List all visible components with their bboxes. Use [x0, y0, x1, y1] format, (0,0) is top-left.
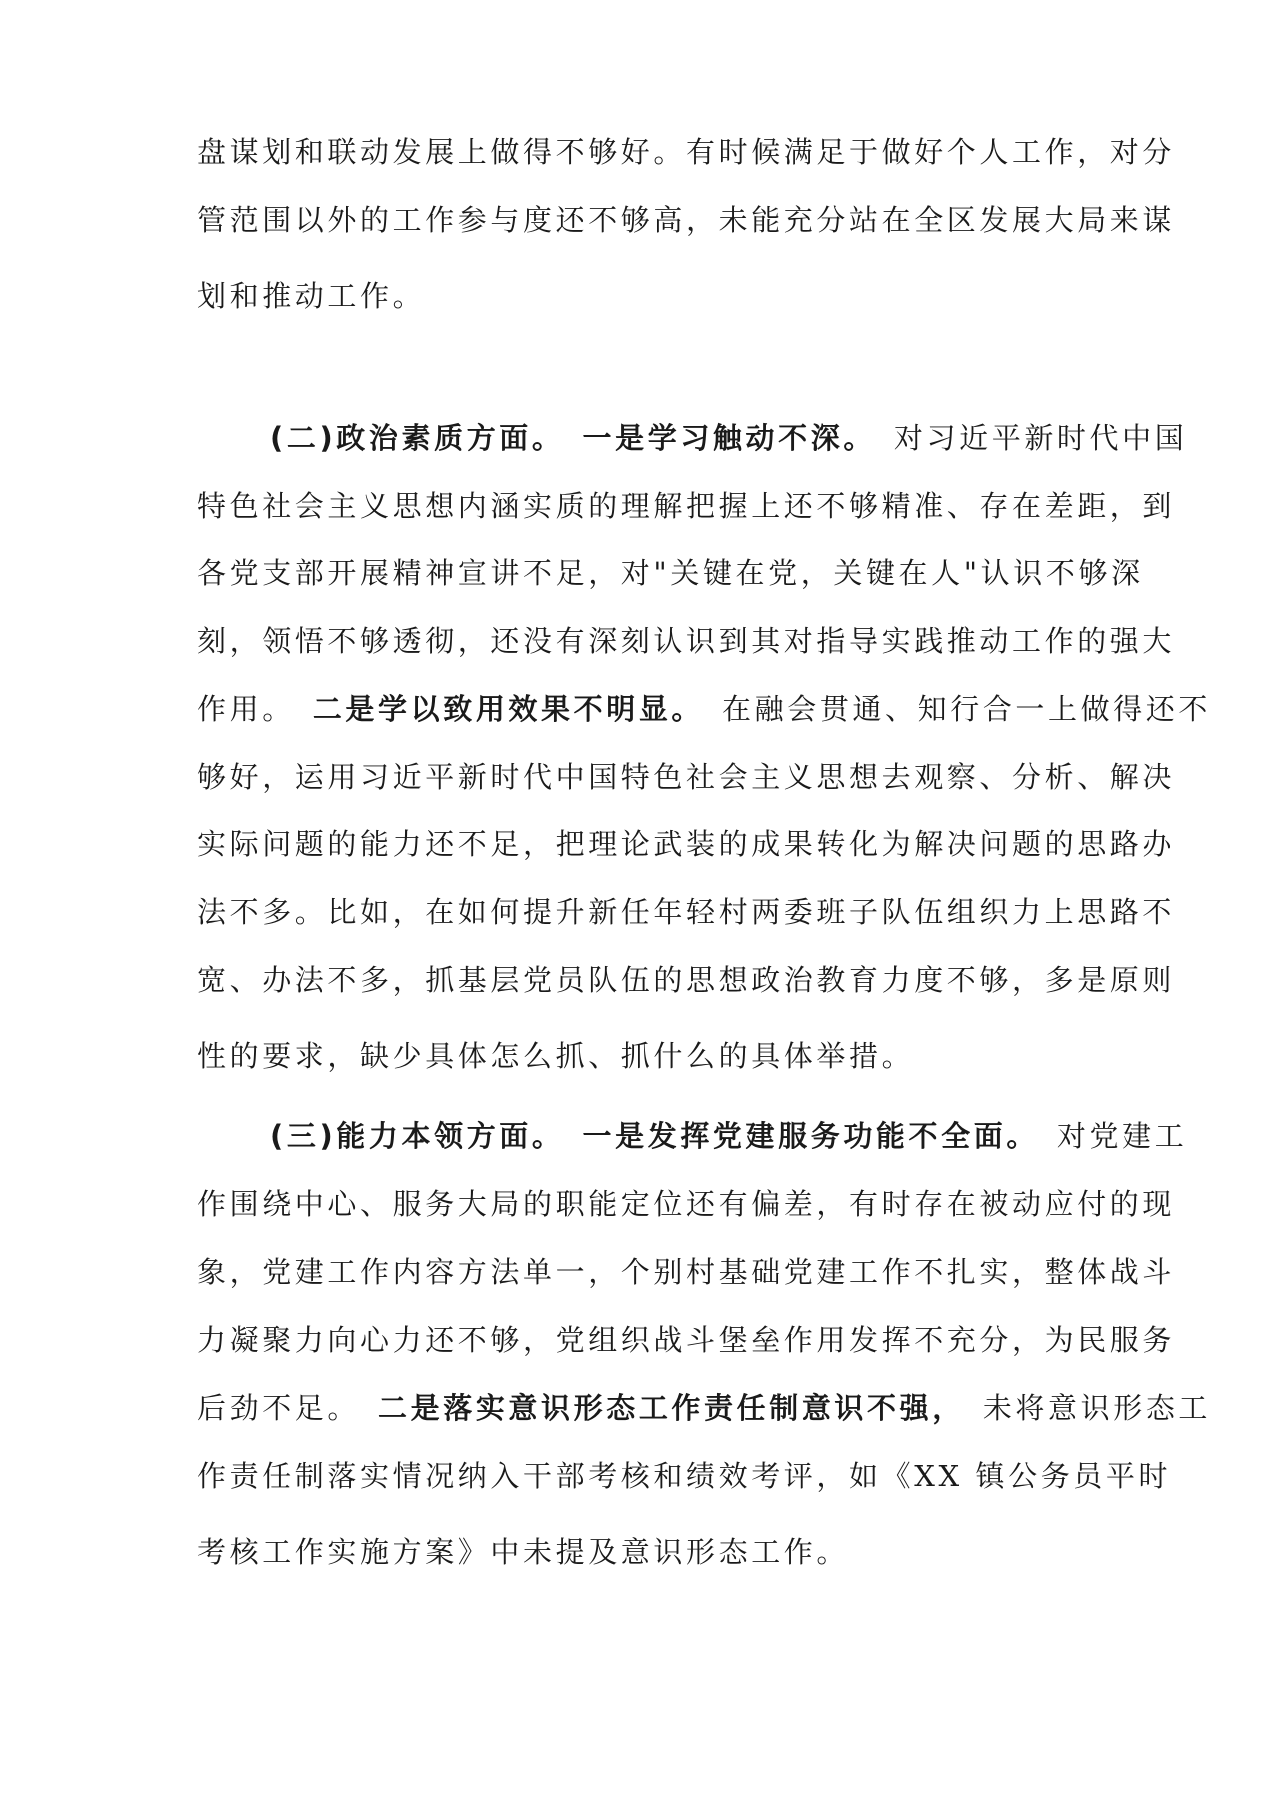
para3-line1 [270, 1116, 1188, 1156]
point-title-study: 一是学习触动不深。 [582, 421, 876, 455]
para3-line1-text: 对党建工 [1056, 1119, 1188, 1153]
para2-line1 [270, 418, 1188, 458]
para3-line2: 作围绕中心、服务大局的职能定位还有偏差，有时存在被动应付的现 [197, 1187, 1176, 1221]
para3-line6: 作责任制落实情况纳入干部考核和绩效考评，如《XX 镇公务员平时 [197, 1459, 1172, 1493]
para3-line3: 象，党建工作内容方法单一，个别村基础党建工作不扎实，整体战斗 [197, 1255, 1176, 1289]
point-title-ideology: 二是落实意识形态工作责任制意识不强， [378, 1391, 965, 1425]
para2-line6: 够好，运用习近平新时代中国特色社会主义思想去观察、分析、解决 [197, 760, 1176, 794]
para1-line3: 划和推动工作。 [197, 279, 426, 313]
para3-line5-pre: 后劲不足。 [197, 1391, 361, 1425]
para2-line2: 特色社会主义思想内涵实质的理解把握上还不够精准、存在差距，到 [197, 489, 1176, 523]
para3-line4: 力凝聚力向心力还不够，党组织战斗堡垒作用发挥不充分，为民服务 [197, 1323, 1176, 1357]
section-heading-political: (二)政治素质方面。 [270, 421, 565, 455]
para3-line5 [197, 1388, 1212, 1428]
para2-line10: 性的要求，缺少具体怎么抓、抓什么的具体举措。 [197, 1039, 915, 1073]
section-heading-ability: (三)能力本领方面。 [270, 1119, 565, 1153]
para2-line5 [197, 689, 1212, 729]
para3-line7: 考核工作实施方案》中未提及意识形态工作。 [197, 1535, 850, 1569]
para2-line5-pre: 作用。 [197, 692, 295, 726]
para3-line5-text: 未将意识形态工 [982, 1391, 1212, 1425]
para2-line1-text: 对习近平新时代中国 [893, 421, 1188, 455]
para2-line9: 宽、办法不多，抓基层党员队伍的思想政治教育力度不够，多是原则 [197, 963, 1176, 997]
para2-line5-text: 在融会贯通、知行合一上做得还不 [722, 692, 1212, 726]
para1-line1: 盘谋划和联动发展上做得不够好。有时候满足于做好个人工作，对分 [197, 135, 1176, 169]
para2-line7: 实际问题的能力还不足，把理论武装的成果转化为解决问题的思路办 [197, 827, 1176, 861]
para2-line8: 法不多。比如，在如何提升新任年轻村两委班子队伍组织力上思路不 [197, 895, 1176, 929]
para2-line3: 各党支部开展精神宣讲不足，对"关键在党，关键在人"认识不够深 [197, 556, 1144, 590]
para2-line4: 刻，领悟不够透彻，还没有深刻认识到其对指导实践推动工作的强大 [197, 624, 1176, 658]
para1-line2: 管范围以外的工作参与度还不够高，未能充分站在全区发展大局来谋 [197, 203, 1176, 237]
point-title-application: 二是学以致用效果不明显。 [312, 692, 705, 726]
point-title-party-service: 一是发挥党建服务功能不全面。 [582, 1119, 1039, 1153]
